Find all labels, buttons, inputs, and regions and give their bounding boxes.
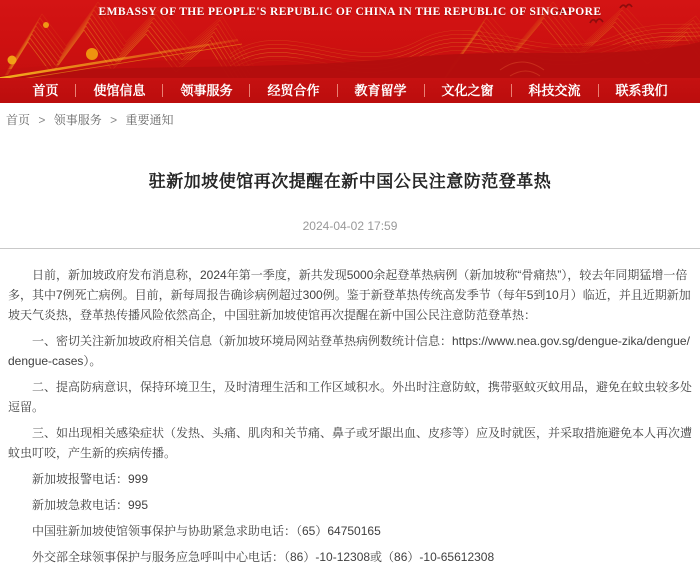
phone-line-mfa-callcenter: 外交部全球领事保护与服务应急呼叫中心电话：（86）-10-12308或（86）-10-65612308 [32, 550, 495, 564]
breadcrumb [0, 103, 700, 137]
nav-item-embassy-info[interactable]: 使馆信息 [93, 83, 146, 98]
breadcrumb-item-important-notices: 重要通知 [125, 113, 174, 127]
nav-item-sci-tech[interactable]: 科技交流 [528, 83, 581, 98]
main-nav [0, 78, 700, 103]
phone-line-embassy-hotline: 中国驻新加坡使馆领事保护与协助紧急求助电话：（65）64750165 [32, 524, 381, 538]
article-paragraph-intro: 日前，新加坡政府发布消息称，2024年第一季度，新共发现5000余起登革热病例（新加坡称“骨痛热”），较去年同期猛增一倍多，其中7例死亡病例。目前，新每周报告确诊病例超过300例。鉴于新登革热传统高发季节（每年5到10月）临近，并且近期新加坡天气炎热，登革热传播风险依然高企，中国驻新加坡使馆再次提醒在新中国公民注意防范登革热： [8, 268, 691, 322]
page-title: 驻新加坡使馆再次提醒在新中国公民注意防范登革热 [148, 172, 552, 191]
nav-item-contact[interactable]: 联系我们 [615, 83, 668, 98]
article-body [0, 249, 700, 567]
nav-item-culture[interactable]: 文化之窗 [441, 83, 494, 98]
header-banner [0, 0, 700, 78]
article-date: 2024-04-02 17:59 [302, 219, 398, 233]
phone-line-ambulance: 新加坡急救电话：995 [32, 498, 149, 512]
embassy-banner-title: EMBASSY OF THE PEOPLE'S REPUBLIC OF CHINA IN THE REPUBLIC OF SINGAPORE [98, 6, 602, 18]
article-paragraph-point-3: 三、如出现相关感染症状（发热、头痛、肌肉和关节痛、鼻子或牙龈出血、皮疹等）应及时就医，并采取措施避免本人再次遭蚊虫叮咬，产生新的疾病传播。 [8, 426, 693, 460]
nav-item-home[interactable]: 首页 [32, 83, 59, 98]
nav-item-consular-services[interactable]: 领事服务 [180, 83, 233, 98]
nav-item-education[interactable]: 教育留学 [354, 83, 407, 98]
breadcrumb-separator: > [38, 113, 46, 127]
phone-line-police: 新加坡报警电话：999 [32, 472, 149, 486]
breadcrumb-item-home[interactable]: 首页 [6, 113, 31, 127]
article-paragraph-point-2: 二、提高防病意识，保持环境卫生，及时清理生活和工作区域积水。外出时注意防蚊，携带驱蚊灭蚊用品，避免在蚊虫较多处逗留。 [8, 380, 693, 414]
breadcrumb-item-consular-services[interactable]: 领事服务 [53, 113, 102, 127]
breadcrumb-separator: > [110, 113, 118, 127]
nav-item-economic-cooperation[interactable]: 经贸合作 [267, 83, 320, 98]
article-paragraph-point-1: 一、密切关注新加坡政府相关信息（新加坡环境局网站登革热病例数统计信息：https://www.nea.gov.sg/dengue-zika/dengue/dengue-cases）。 [8, 334, 690, 368]
